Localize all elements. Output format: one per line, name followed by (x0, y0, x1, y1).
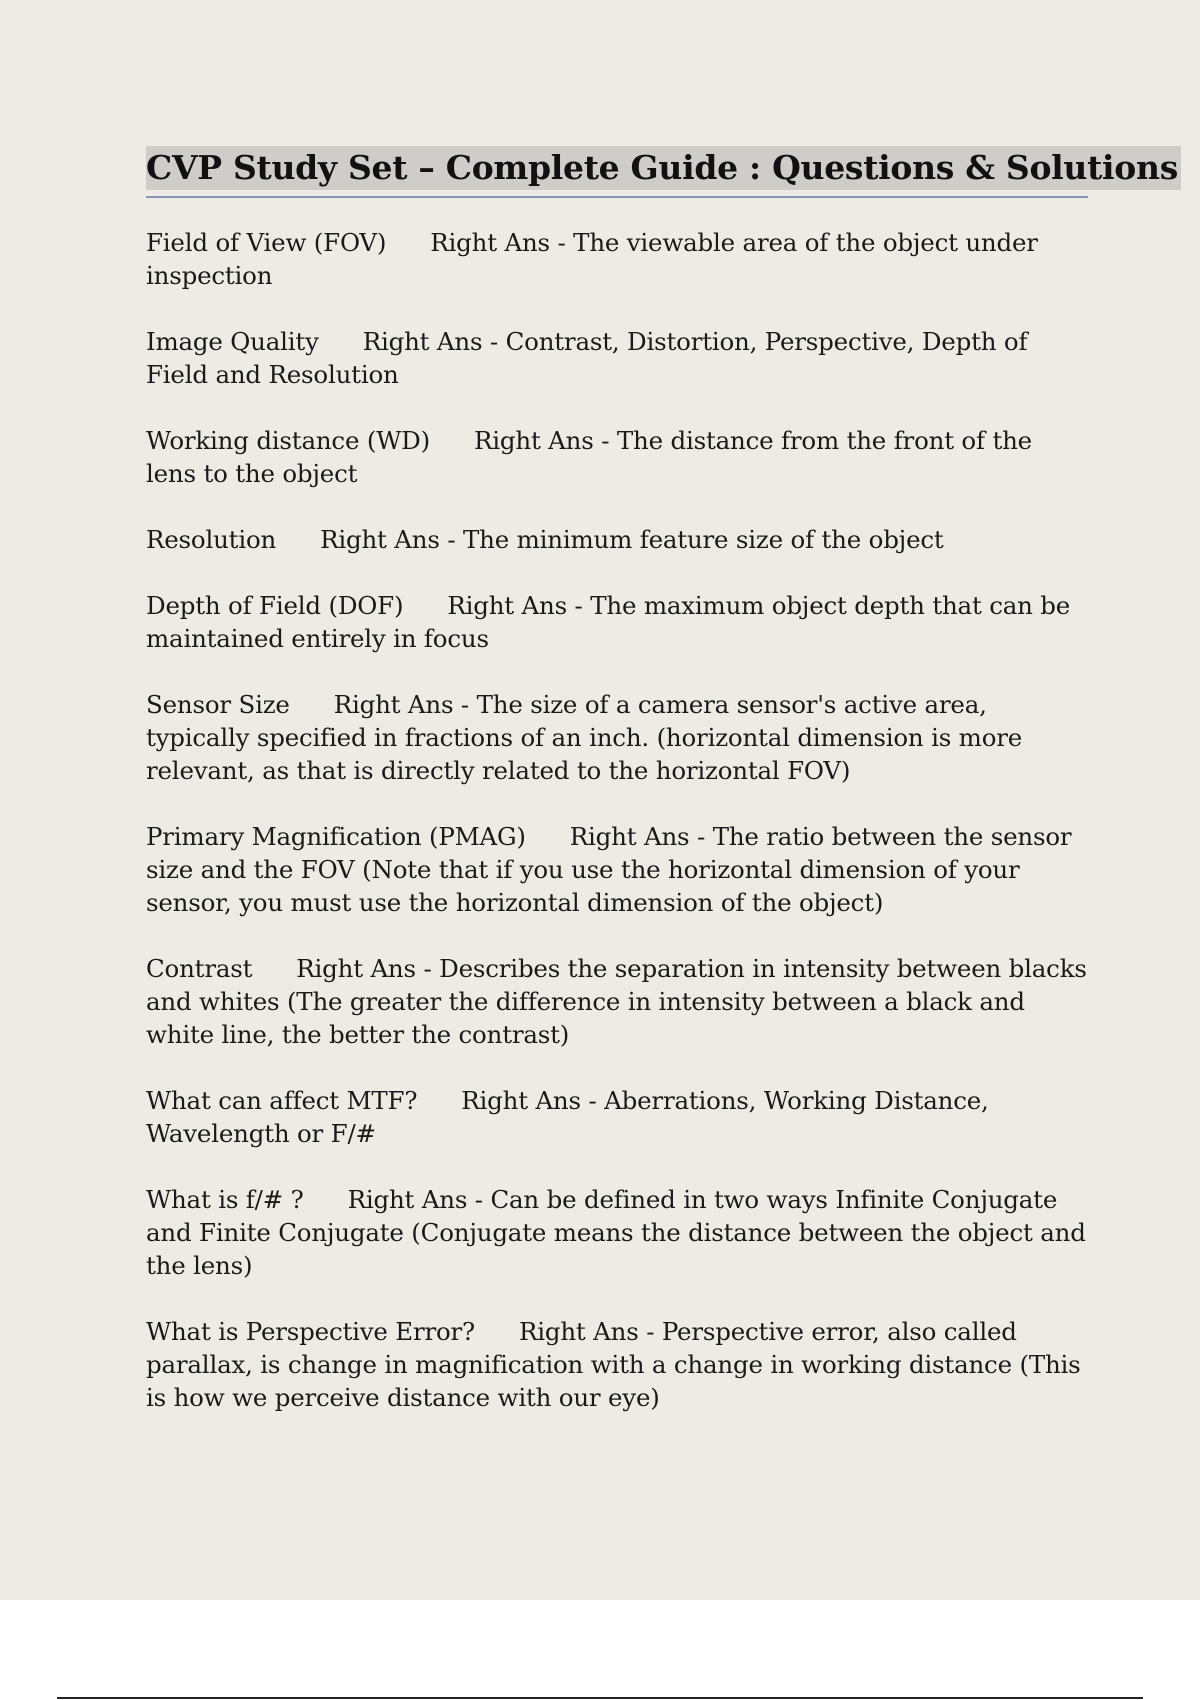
qa-item (146, 589, 1088, 655)
title-block (146, 146, 1178, 198)
answer-text: The distance from the front of the lens to the object (146, 426, 1032, 488)
question-text: Resolution (146, 525, 277, 554)
answer-text: The minimum feature size of the object (463, 525, 944, 554)
qa-item (146, 226, 1088, 292)
answer-text: Perspective error, also called parallax, is change in magnification with a change in working distance (This is how we perceive distance with our eye) (146, 1317, 1081, 1412)
answer-text: Describes the separation in intensity between blacks and whites (The greater the difference in intensity between a black and white line, the better the contrast) (146, 954, 1087, 1049)
question-text: Sensor Size (146, 690, 290, 719)
qa-item (146, 952, 1088, 1051)
answer-text: The maximum object depth that can be maintained entirely in focus (146, 591, 1071, 653)
question-text: What is f/# ? (146, 1185, 304, 1214)
answer-prefix: Right Ans - (362, 327, 506, 356)
answer-prefix: Right Ans - (474, 426, 617, 455)
qa-item (146, 1183, 1088, 1282)
qa-item (146, 325, 1088, 391)
answer-prefix: Right Ans - (333, 690, 477, 719)
qa-item (146, 424, 1088, 490)
qa-item (146, 688, 1088, 787)
qa-item (146, 523, 1088, 556)
question-text: Primary Magnification (PMAG) (146, 822, 526, 851)
answer-prefix: Right Ans - (461, 1086, 605, 1115)
document-title: CVP Study Set – Complete Guide : Questions & Solutions (146, 146, 1181, 190)
answer-prefix: Right Ans - (447, 591, 591, 620)
question-text: What can affect MTF? (146, 1086, 418, 1115)
question-text: Depth of Field (DOF) (146, 591, 404, 620)
question-text: Image Quality (146, 327, 319, 356)
footer-rule (57, 1697, 1143, 1699)
answer-text: The ratio between the sensor size and the FOV (Note that if you use the horizontal dimension of your sensor, you must use the horizontal dimension of the object) (146, 822, 1072, 917)
question-text: Working distance (WD) (146, 426, 430, 455)
document-content (146, 146, 1178, 1447)
qa-item (146, 820, 1088, 919)
answer-prefix: Right Ans - (518, 1317, 662, 1346)
answer-text: The size of a camera sensor's active area, typically specified in fractions of an inch. (horizontal dimension is more relevant, as that is directly related to the horizontal FOV) (146, 690, 1023, 785)
qa-item (146, 1315, 1088, 1414)
answer-prefix: Right Ans - (320, 525, 463, 554)
qa-list (146, 226, 1088, 1414)
answer-prefix: Right Ans - (296, 954, 440, 983)
answer-text: Aberrations, Working Distance, Wavelength or F/# (146, 1086, 989, 1148)
question-text: What is Perspective Error? (146, 1317, 475, 1346)
answer-prefix: Right Ans - (569, 822, 713, 851)
question-text: Field of View (FOV) (146, 228, 387, 257)
answer-prefix: Right Ans - (430, 228, 574, 257)
question-text: Contrast (146, 954, 253, 983)
answer-prefix: Right Ans - (347, 1185, 491, 1214)
answer-text: The viewable area of the object under inspection (146, 228, 1038, 290)
qa-item (146, 1084, 1088, 1150)
answer-text: Contrast, Distortion, Perspective, Depth of Field and Resolution (146, 327, 1028, 389)
answer-text: Can be defined in two ways Infinite Conjugate and Finite Conjugate (Conjugate means the distance between the object and the lens) (146, 1185, 1086, 1280)
